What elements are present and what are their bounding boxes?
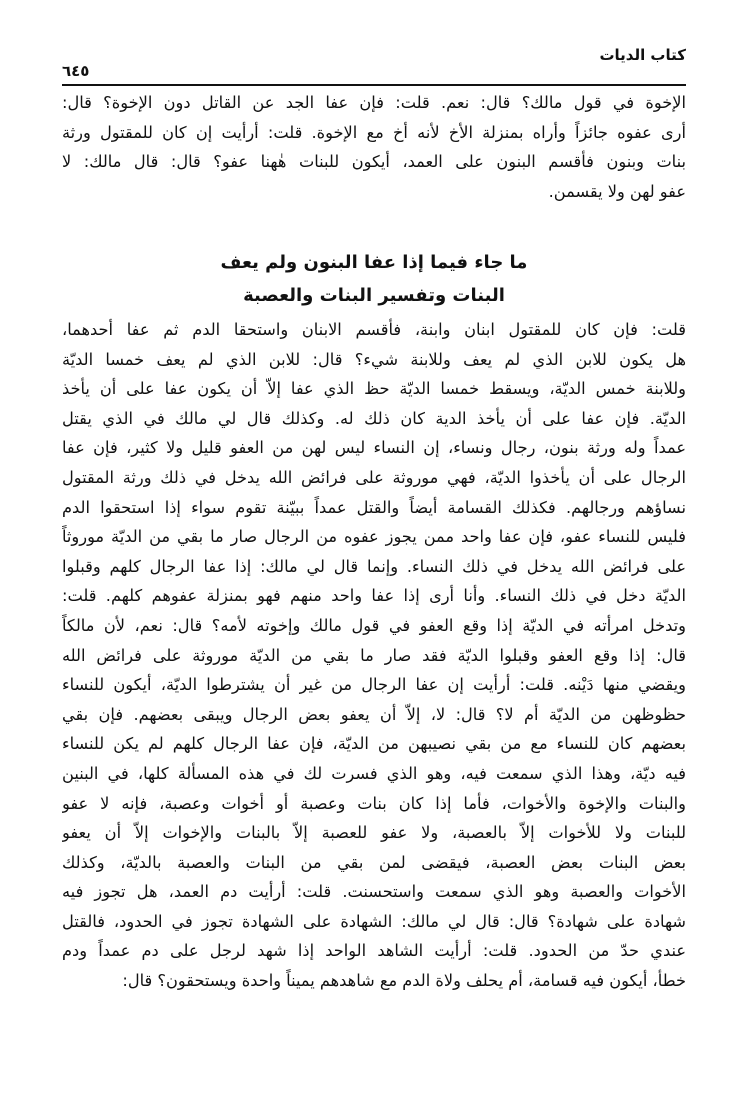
text-line: نساؤهم ورجالهم. فكذلك القسامة أيضاً والقتل عمداً ببيّنة تقوم سواء إذا استحقوا الدم (62, 497, 686, 517)
text-line: وللابنة خمس الديّة، ويسقط خمسا الديّة حظ الذي عفا إلاّ أن يكون عفا على أن يأخذ (62, 379, 686, 399)
text-line: على فرائض الله يدخل في ذلك النساء. وإنما قال لي مالك: إذا عفا الرجال كلهم وقبلوا (62, 556, 686, 576)
text-line: شهادة على شهادة؟ قال: قال لي مالك: الشهادة على الشهادة تجوز في الحدود، فالقتل (62, 911, 686, 931)
text-line: الديّة دخل في ذلك النساء. وأنا أرى إذا عفا واحد منهم فهو بمنزلة عفوهم كلهم. قلت: (62, 586, 686, 606)
text-line: بعضهم كان للنساء مع من بقي نصيبهن من الديّة، فإن عفا الرجال كلهم لم يكن للنساء (62, 734, 686, 754)
text-line: وتدخل امرأته في الديّة إذا وقع العفو في قول مالك وإخوته لأمه؟ قال: نعم، لأن مالكاً (62, 615, 686, 635)
text-line: بنات وبنون فأقسم البنون على العمد، أيكون للبنات هٰهنا عفو؟ قال: قال مالك: لا (62, 152, 686, 172)
text-line: أرى عفوه جائزاً وأراه بمنزلة الأخ لأنه أخ مع الإخوة. قلت: أرأيت إن كان للمقتول ورثة (62, 122, 686, 142)
paragraph-2 (62, 315, 686, 996)
running-header-title: كتاب الديات (599, 46, 686, 64)
header-rule (62, 84, 686, 86)
text-line: الرجال على أن يأخذوا الديّة، فهي موروثة على فرائض الله يدخل في ذلك ورثة المقتول (62, 467, 686, 487)
text-line: والبنات والإخوة والأخوات، فأما إذا كان بنات وعصبة أو أخوات وعصبة، فإنه لا عفو (62, 793, 686, 813)
text-line: الأخوات والعصبة وهو الذي سمعت واستحسنت. قلت: أرأيت دم العمد، هل تجوز فيه (62, 882, 686, 902)
section-heading (62, 246, 686, 312)
text-line: هل يكون للابن الذي لم يعف وللابنة شيء؟ قال: للابن الذي لم يعف خمسا الديّة (62, 349, 686, 369)
text-line: عمداً وله ورثة بنون، رجال ونساء، إن النساء ليس لهن من العفو قليل ولا كثير، فإن عفا (62, 438, 686, 458)
text-line: بعض البنات بعض العصبة، فيقضى لمن بقي من البنات والعصبة بالديّة، وكذلك (62, 852, 686, 872)
text-line: للبنات ولا للأخوات إلاّ بالعصبة، ولا عفو للعصبة إلاّ بالبنات والإخوات إلاّ أن يعفو (62, 823, 686, 843)
text-line: خطأ، أيكون فيه قسامة، أم يحلف ولاة الدم مع شاهدهم يميناً واحدة ويستحقون؟ قال: (122, 971, 686, 991)
text-line: فليس للنساء عفو، فإن عفا واحد ممن يجوز عفوه من الرجال صار ما بقي من الديّة موروثاً (62, 527, 686, 547)
page-number: ٦٤٥ (62, 62, 90, 80)
text-line: عندي حدّ من الحدود. قلت: أرأيت الشاهد الواحد إذا شهد لرجل على دم عمداً ودم (62, 941, 686, 961)
heading-line: البنات وتفسير البنات والعصبة (243, 285, 505, 306)
text-line: قلت: فإن كان للمقتول ابنان وابنة، فأقسم الابنان واستحقا الدم ثم عفا أحدهما، (62, 320, 686, 339)
text-line: عفو لهن ولا يقسمن. (548, 181, 686, 201)
text-line: ويقضي منها دَيْنه. قلت: أرأيت إن عفا الرجال من غير أن يشترطوا الديّة، أيكون للنساء (62, 675, 686, 695)
text-line: فيه ديّة، وهذا الذي سمعت فيه، وهو الذي فسرت لك في هذه المسألة كلها، في البنين (62, 763, 686, 783)
text-line: حظوظهن من الديّة أم لا؟ قال: لا، إلاّ أن يعفو بعض الرجال ويبقى بعضهم. فإن بقي (62, 704, 686, 724)
text-line: الإخوة في قول مالك؟ قال: نعم. قلت: فإن عفا الجد عن القاتل دون الإخوة؟ قال: (62, 93, 686, 112)
text-line: قال: إذا وقع العفو وقبلوا الديّة فقد صار ما بقي من الديّة موروثة على فرائض الله (62, 645, 686, 665)
text-line: الديّة. فإن عفا على أن يأخذ الدية كان ذلك له. وكذلك قال لي مالك في الذي يقتل (62, 408, 686, 428)
heading-line: ما جاء فيما إذا عفا البنون ولم يعف (220, 252, 528, 273)
paragraph-1 (62, 88, 686, 206)
